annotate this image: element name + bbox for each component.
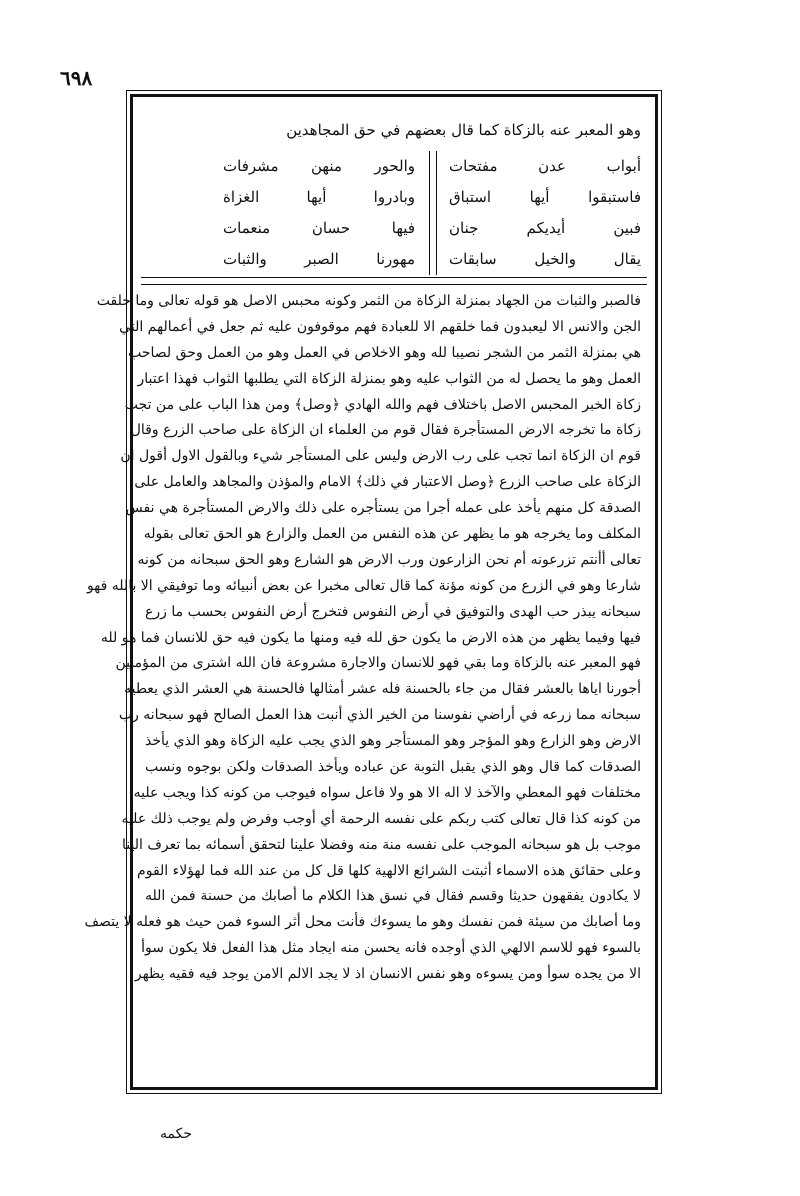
body-line: الصدقة كل منهم يأخذ على عمله أجرا من يستأجره على ذلك والارض المستأجرة هي نفس <box>125 500 641 517</box>
poem-block <box>223 151 641 275</box>
poem-hemistich-left: والحور منهن مشرفات <box>223 157 415 175</box>
body-line: تعالى أأنتم تزرعونه أم نحن الزارعون ورب الارض هو الشارع وهو الحق سبحانه من كونه <box>137 551 641 568</box>
body-line: فالصبر والثبات من الجهاد بمنزلة الزكاة من الثمر وكونه محبس الاصل هو قوله تعالى وما خلقت <box>96 293 641 309</box>
body-line: زكاة الخبر المحبس الاصل باختلاف فهم والله الهادي ﴿وصل﴾ ومن هذا الباب على من تجب <box>124 396 641 413</box>
poem-hemistich-right: فبين أيديكم جنان <box>449 219 641 237</box>
body-line: الارض وهو الزارع وهو المؤجر وهو المستأجر وهو الذي يجب عليه الزكاة وهو الذي يأخذ <box>145 733 641 750</box>
body-text <box>84 289 641 988</box>
poem-hemistich-right: يقال والخيل سابقات <box>449 250 641 268</box>
section-separator <box>141 277 647 285</box>
body-line: لا يكادون يفقهون حديثا وقسم فقال في نسق هذا الكلام ما أصابك من حسنة فمن الله <box>145 888 641 905</box>
body-line: هي بمنزلة الثمر من الشجر نصيبا لله وهو الاخلاص في العمل وهو من العمل وحق لصاحب <box>128 344 641 361</box>
body-line: الصدقات كما قال وهو الذي يقبل التوبة عن عباده ويأخذ الصدقات ولكن بوجوه ونسب <box>145 759 641 776</box>
poem-hemistich-left: فيها حسان منعمات <box>223 219 415 237</box>
body-line: مختلفات فهو المعطي والآخذ لا اله الا هو ولا فاعل سواه فيوجب من كونه كذا ويجب عليه <box>133 784 641 801</box>
body-line: بالسوء فهو للاسم الالهي الذي أوجده فانه يحسن منه ايجاد مثل هذا الفعل فلا يكون سوأ <box>141 940 641 957</box>
body-line: الزكاة على صاحب الزرع ﴿وصل الاعتبار في ذلك﴾ الامام والمؤذن والمجاهد والعامل على <box>134 474 641 491</box>
body-line: سبحانه يبذر حب الهدى والتوفيق في أرض النفوس فتخرج أرض النفوس بحسب ما زرع <box>145 603 641 620</box>
body-line: سبحانه مما زرعه في أراضي نفوسنا من الخير الذي أنبت هذا العمل الصالح فهو سبحانه رب <box>118 707 641 724</box>
body-line: قوم ان الزكاة انما تجب على رب الارض وليس على المستأجر شيء وبالقول الاول أقول ان <box>120 448 641 465</box>
body-line: الا من يجده سوأ ومن يسوءه وهو نفس الانسان اذ لا يجد الالم الامن يوجد فيه فقيه يظهر <box>134 966 641 983</box>
page-frame <box>84 94 658 1090</box>
body-line: زكاة ما تخرجه الارض المستأجرة فقال قوم من العلماء ان الزكاة على صاحب الزرع وقال <box>130 422 641 439</box>
body-line: وعلى حقائق هذه الاسماء أثبتت الشرائع الالهية كلها قل كل من عند الله فما لهؤلاء القوم <box>137 862 641 879</box>
poem-hemistich-right: فاستبقوا أيها استباق <box>449 188 641 206</box>
poem-hemistich-right: أبواب عدن مفتحات <box>449 157 641 175</box>
poem-hemistich-left: مهورنا الصبر والثبات <box>223 250 415 268</box>
body-line: فيها وفيما يظهر من هذه الارض ما يكون حق لله فيه ومنها ما يكون فيه حق للانسان فما هو لله <box>100 629 641 646</box>
body-line: من كونه كذا قال تعالى كتب ربكم على نفسه الرحمة أي أوجب وفرض ولم يوجب ذلك عليه <box>121 810 641 827</box>
header-line: وهو المعبر عنه بالزكاة كما قال بعضهم في حق المجاهدين <box>286 121 641 139</box>
body-line: فهو المعبر عنه بالزكاة وما بقي فهو للانسان والاجارة مشروعة فان الله اشترى من المؤمنين <box>115 655 641 672</box>
poem-divider <box>429 151 437 275</box>
catchword: حكمه <box>160 1126 192 1142</box>
body-line: أجورنا اياها بالعشر فقال من جاء بالحسنة فله عشر أمثالها فالحسنة هي العشر الذي يعطيه <box>124 681 641 698</box>
body-line: الجن والانس الا ليعبدون فما خلقهم الا للعبادة فهم موقوفون عليه ثم جعل في أعمالهم التي <box>119 318 641 335</box>
body-line: وما أصابك من سيئة فمن نفسك وهو ما يسوءك فأنت محل أثر السوء فمن حيث هو فعله لا يتصف <box>84 914 641 931</box>
body-line: العمل وهو ما يحصل له من الثواب عليه وهو بمنزلة الزكاة التي يطلبها الثواب فهذا اعتبار <box>137 370 641 387</box>
poem-hemistich-left: وبادروا أيها الغزاة <box>223 188 415 206</box>
body-line: المكلف وما يخرجه هو ما يظهر عن هذه النفس من العمل والزارع هو الحق تعالى بقوله <box>143 526 641 543</box>
body-line: موجب بل هو سبحانه الموجب على نفسه منة منه وفضلا علينا لتحقق أسمائه بما تعرف الينا <box>122 836 641 853</box>
page-number: ٦٩٨ <box>60 66 93 90</box>
body-line: شارعا وهو في الزرع من كونه مؤنة كما قال تعالى مخبرا عن بعض أنبيائه وما توفيقي الا بالله فهو <box>86 577 641 594</box>
